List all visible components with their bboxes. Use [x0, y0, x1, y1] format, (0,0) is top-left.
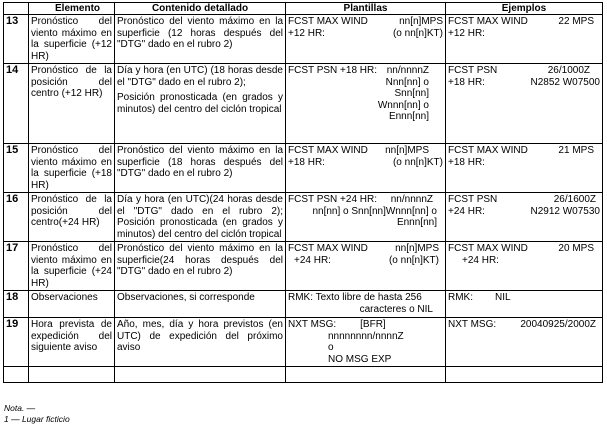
empty-row [4, 367, 603, 383]
row-contenido: Observaciones, si corresponde [115, 291, 286, 318]
table-row [4, 291, 603, 318]
row-contenido: Pronóstico del viento máximo en la superficie(24 horas después del "DTG" dado en el rubro 2) [115, 242, 286, 291]
row-elemento: Hora prevista de expedición del siguiente aviso [29, 318, 115, 367]
row-elemento: Pronóstico de la posición del centro(+24 HR) [29, 193, 115, 242]
header-ejemplos: Ejemplos [446, 3, 603, 15]
header-contenido: Contenido detallado [115, 3, 286, 15]
table-row [4, 64, 603, 144]
table-row [4, 242, 603, 291]
row-ejemplo: NXT MSG: 20040925/2000Z [446, 318, 603, 367]
table-row [4, 15, 603, 64]
row-number: 19 [4, 318, 29, 367]
header-row [4, 3, 603, 15]
row-elemento: Observaciones [29, 291, 115, 318]
header-plantillas: Plantillas [286, 3, 446, 15]
row-elemento: Pronóstico del viento máximo en la superficie (+24 HR) [29, 242, 115, 291]
row-elemento: Pronóstico de la posición del centro (+12 HR) [29, 64, 115, 144]
row-ejemplo: FCST MAX WIND 21 MPS +18 HR: [446, 144, 603, 193]
row-number: 18 [4, 291, 29, 318]
row-ejemplo: FCST PSN 26/1600Z +24 HR: N2912 W07530 [446, 193, 603, 242]
empty-cell [115, 367, 286, 383]
row-contenido: Pronóstico del viento máximo en la superficie (12 horas después del "DTG" dado en el rubro 2) [115, 15, 286, 64]
row-plantilla: RMK: Texto libre de hasta 256 caracteres o NIL [286, 291, 446, 318]
row-number: 14 [4, 64, 29, 144]
footnote-line: 1 — Lugar ficticio [4, 414, 70, 424]
row-elemento: Pronóstico del viento máximo en la superficie (+12 HR) [29, 15, 115, 64]
row-contenido: Pronóstico del viento máximo en la superficie (18 horas después del "DTG" dado en el rubro 2) [115, 144, 286, 193]
row-ejemplo: FCST PSN 26/1000Z +18 HR: N2852 W07500 [446, 64, 603, 144]
footnote-title: Nota. — [4, 403, 36, 413]
table-row [4, 318, 603, 367]
table-row [4, 144, 603, 193]
header-elemento: Elemento [29, 3, 115, 15]
row-number: 17 [4, 242, 29, 291]
empty-cell [446, 367, 603, 383]
empty-cell [4, 367, 29, 383]
empty-cell [286, 367, 446, 383]
row-contenido: Día y hora (en UTC)(24 horas desde el "DTG" dado en el rubro 2); Posición pronosticada (en grados y minutos) del centro del ciclón tropical [115, 193, 286, 242]
row-plantilla: FCST MAX WIND nn[n]MPS +24 HR: (o nn[n]KT) [286, 242, 446, 291]
table-row [4, 193, 603, 242]
message-template-table [3, 2, 603, 383]
row-ejemplo: FCST MAX WIND 20 MPS +24 HR: [446, 242, 603, 291]
row-contenido: Día y hora (en UTC) (18 horas desde el "DTG" dado en el rubro 2); Posición pronosticada (en grados y minutos) del centro del ciclón tropical [115, 64, 286, 144]
row-plantilla: FCST MAX WIND nn[n]MPS +18 HR: (o nn[n]KT) [286, 144, 446, 193]
row-number: 15 [4, 144, 29, 193]
row-number: 13 [4, 15, 29, 64]
row-ejemplo: FCST MAX WIND 22 MPS +12 HR: [446, 15, 603, 64]
row-contenido: Año, mes, día y hora previstos (en UTC) de expedición del próximo aviso [115, 318, 286, 367]
row-ejemplo: RMK: NIL [446, 291, 603, 318]
empty-cell [29, 367, 115, 383]
row-plantilla: NXT MSG: [BFR] nnnnnnnn/nnnnZ o NO MSG EXP [286, 318, 446, 367]
row-plantilla: FCST PSN +18 HR: nn/nnnnZ Nnn[nn] o Snn[nn] Wnnn[nn] o Ennn[nn] [286, 64, 446, 144]
row-plantilla: FCST PSN +24 HR: nn/nnnnZ nn[nn] o Snn[nn]Wnnn[nn] o Ennn[nn] [286, 193, 446, 242]
row-plantilla: FCST MAX WIND nn[n]MPS +12 HR: (o nn[n]KT) [286, 15, 446, 64]
row-elemento: Pronóstico del viento máximo en la superficie (+18 HR) [29, 144, 115, 193]
row-number: 16 [4, 193, 29, 242]
header-num [4, 3, 29, 15]
